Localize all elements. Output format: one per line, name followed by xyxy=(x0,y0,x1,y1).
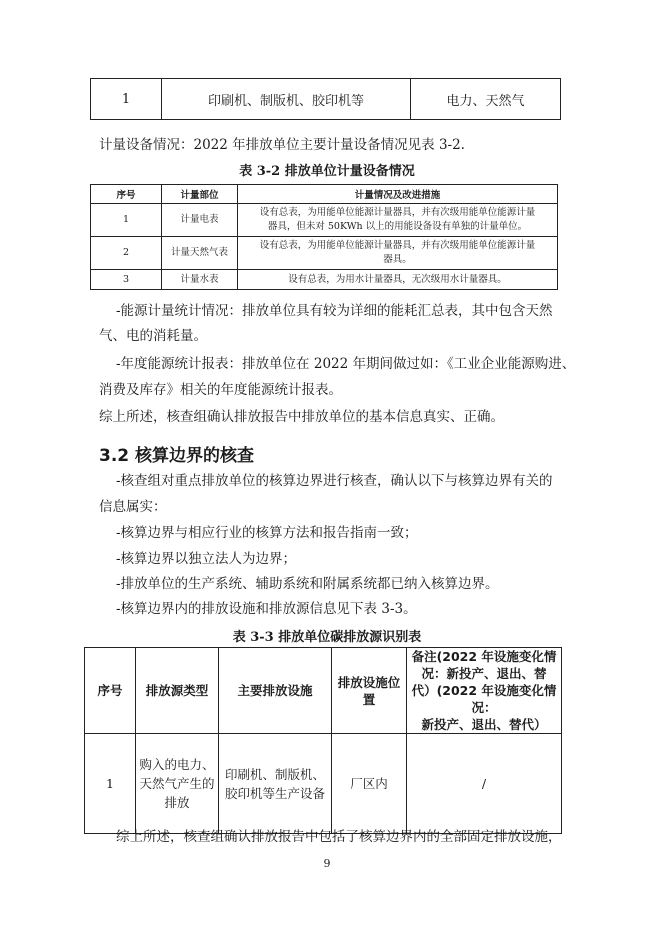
type-line: 购入的电力、 xyxy=(139,757,215,772)
desc-line: 器具，但未对 50KWh 以上的用能设备设有单独的计量单位。 xyxy=(267,221,528,232)
cell-type xyxy=(136,734,219,834)
header-desc: 计量情况及改进措施 xyxy=(238,185,558,204)
header-no: 序号 xyxy=(85,648,136,734)
bullet-3: -排放单位的生产系统、辅助系统和附属系统都已纳入核算边界。 xyxy=(116,576,499,592)
cell-energy: 电力、天然气 xyxy=(411,79,561,120)
cell-no: 3 xyxy=(91,270,162,290)
header-no: 序号 xyxy=(91,185,162,204)
cell-part: 计量天然气表 xyxy=(162,237,238,270)
para-boundary-1: -核查组对重点排放单位的核算边界进行核查，确认以下与核算边界有关的 xyxy=(116,473,553,489)
desc-line: 设有总表，为用能单位能源计量器具，并有次级用能单位能源计量 xyxy=(259,207,536,218)
facility-line: 胶印机等生产设备 xyxy=(224,785,325,801)
table-row xyxy=(91,237,558,270)
meter-table xyxy=(90,184,558,290)
para-annual-1: -年度能源统计报表：排放单位在 2022 年期间做过如：《工业企业能源购进、 xyxy=(116,356,576,372)
cell-no: 2 xyxy=(91,237,162,270)
para-meter-status: 计量设备情况：2022 年排放单位主要计量设备情况见表 3-2. xyxy=(99,137,465,153)
para-energy-stats-2: 气、电的消耗量。 xyxy=(99,328,207,344)
header-type: 排放源类型 xyxy=(136,648,219,734)
facility-line: 印刷机、制版机、 xyxy=(224,766,325,782)
table-33-caption: 表 3-3 排放单位碳排放源识别表 xyxy=(232,630,422,645)
cell-desc xyxy=(238,204,558,237)
desc-line: 设有总表，为用能单位能源计量器具，并有次级用能单位能源计量 xyxy=(259,240,536,251)
remark-line: 新投产、退出、替代） xyxy=(421,717,547,732)
bullet-4: -核算边界内的排放设施和排放源信息见下表 3-3。 xyxy=(116,601,417,617)
remark-line: 况：新投产、退出、替 xyxy=(421,666,547,681)
bullet-2: -核算边界以独立法人为边界； xyxy=(116,551,297,567)
para-energy-stats-1: -能源计量统计情况：排放单位具有较为详细的能耗汇总表，其中包含天然 xyxy=(116,303,553,319)
cell-no: 1 xyxy=(85,734,136,834)
cell-location: 厂区内 xyxy=(332,734,407,834)
header-part: 计量部位 xyxy=(162,185,238,204)
para-summary-1: 综上所述，核查组确认排放报告中排放单位的基本信息真实、正确。 xyxy=(99,409,504,425)
table-header-row xyxy=(91,185,558,204)
desc-line: 器具。 xyxy=(383,254,412,265)
remark-line: 备注(2022 年设施变化情 xyxy=(411,649,557,664)
cell-facility xyxy=(219,734,332,834)
table-row xyxy=(91,204,558,237)
cell-desc: 设有总表，为用水计量器具，无次级用水计量器具。 xyxy=(238,270,558,290)
cell-no: 1 xyxy=(91,79,162,120)
table-header-row xyxy=(85,648,562,734)
emission-source-table xyxy=(84,647,562,834)
table-row xyxy=(91,79,561,120)
page-number: 9 xyxy=(323,857,331,870)
header-remark xyxy=(407,648,562,734)
type-line: 天然气产生的 xyxy=(139,776,215,791)
table-32-caption: 表 3-2 排放单位计量设备情况 xyxy=(239,164,415,179)
carryover-table xyxy=(90,78,561,120)
cell-part: 计量水表 xyxy=(162,270,238,290)
para-annual-2: 消费及库存》相关的年度能源统计报表。 xyxy=(99,382,342,398)
header-location: 排放设施位置 xyxy=(332,648,407,734)
table-row xyxy=(91,270,558,290)
header-facility: 主要排放设施 xyxy=(219,648,332,734)
bullet-1: -核算边界与相应行业的核算方法和报告指南一致； xyxy=(116,525,418,541)
cell-no: 1 xyxy=(91,204,162,237)
cell-part: 计量电表 xyxy=(162,204,238,237)
type-line: 排放 xyxy=(164,795,190,810)
para-summary-2: 综上所述，核查组确认排放报告中包括了核算边界内的全部固定排放设施， xyxy=(116,829,562,845)
table-row xyxy=(85,734,562,834)
cell-equipment: 印刷机、制版机、胶印机等 xyxy=(162,79,411,120)
cell-remark: / xyxy=(407,734,562,834)
cell-desc xyxy=(238,237,558,270)
para-boundary-2: 信息属实： xyxy=(99,499,167,515)
remark-line: 代）(2022 年设施变化情况： xyxy=(411,683,557,715)
section-heading: 3.2 核算边界的核查 xyxy=(99,446,255,466)
